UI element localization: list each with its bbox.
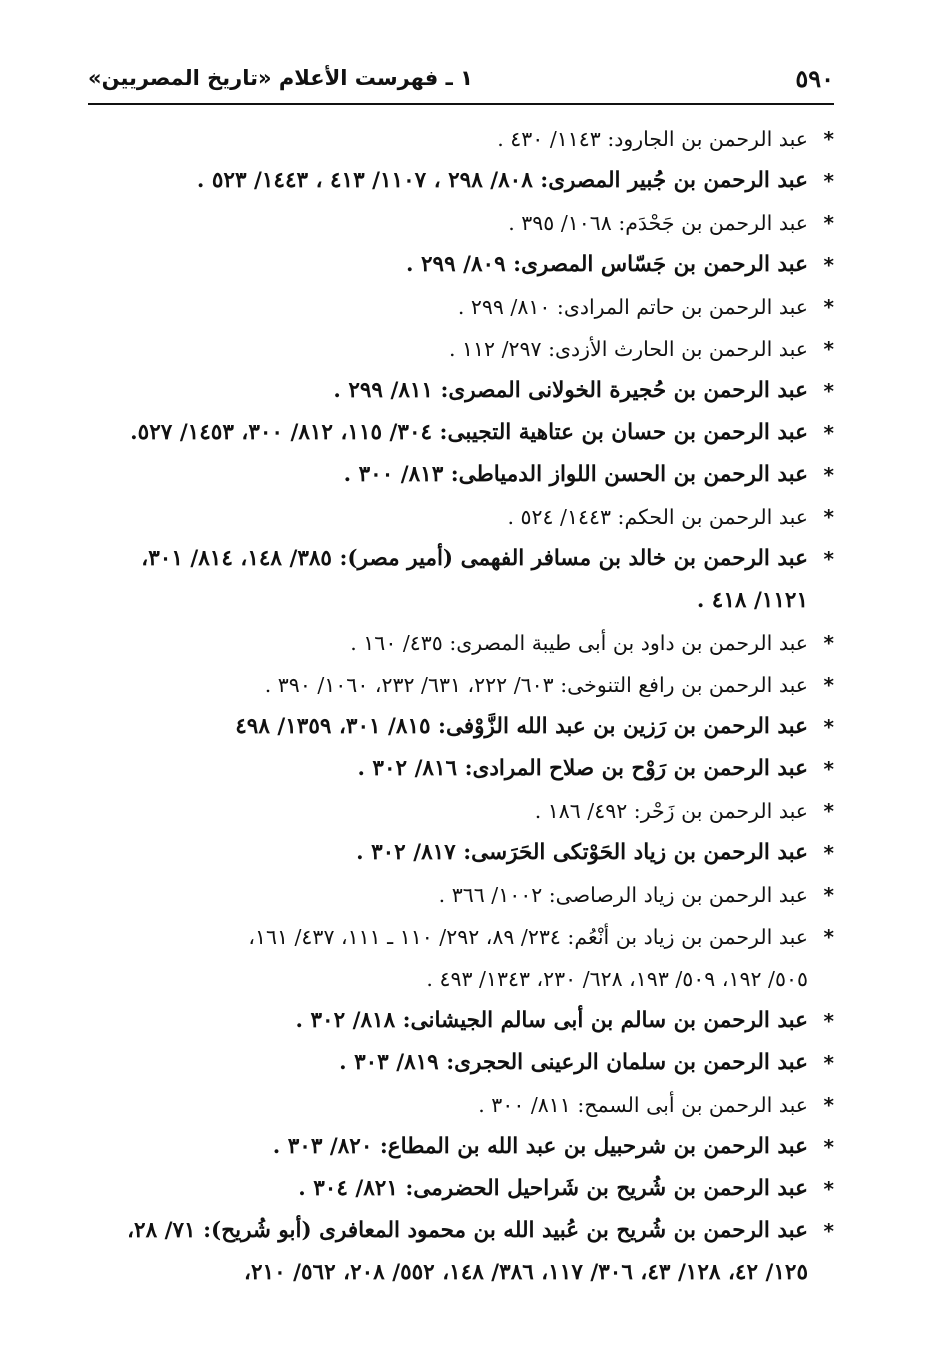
index-entry	[74, 1084, 834, 1126]
asterisk-bullet-icon: *	[823, 799, 834, 823]
index-entry-text: عبد الرحمن بن زياد الحَوْتكى الحَرَسى: ٨١٧/ ٣٠٢ .	[356, 840, 808, 865]
asterisk-bullet-icon: *	[823, 925, 834, 949]
running-title: ١ ـ فهرست الأعلام «تاريخ المصريين»	[88, 66, 473, 90]
index-entry	[74, 454, 834, 496]
index-entry	[74, 1210, 834, 1294]
index-entry	[74, 832, 834, 874]
asterisk-bullet-icon: *	[823, 127, 834, 151]
asterisk-bullet-icon: *	[823, 463, 834, 487]
asterisk-bullet-icon: *	[823, 1135, 834, 1159]
index-entry-text: عبد الرحمن بن حُجيرة الخولانى المصرى: ٨١١/ ٢٩٩ .	[333, 378, 808, 403]
asterisk-bullet-icon: *	[823, 253, 834, 277]
asterisk-bullet-icon: *	[823, 673, 834, 697]
index-entry-line: ١٢٥/ ٤٢، ١٢٨/ ٤٣، ٣٠٦/ ١١٧، ٣٨٦/ ١٤٨، ٥٥٢/ ٢٠٨، ٥٦٢/ ٢١٠،	[244, 1260, 808, 1285]
index-entry	[74, 370, 834, 412]
asterisk-bullet-icon: *	[823, 841, 834, 865]
index-entry	[74, 664, 834, 706]
index-entry	[74, 622, 834, 664]
asterisk-bullet-icon: *	[823, 169, 834, 193]
index-entry	[74, 790, 834, 832]
asterisk-bullet-icon: *	[823, 1093, 834, 1117]
index-entry	[74, 748, 834, 790]
index-entry	[74, 412, 834, 454]
index-entry	[74, 1042, 834, 1084]
page-number: ٥٩٠	[795, 64, 834, 93]
index-entry-text: عبد الرحمن بن حاتم المرادى: ٨١٠/ ٢٩٩ .	[457, 295, 808, 319]
asterisk-bullet-icon: *	[823, 715, 834, 739]
index-entry-text: عبد الرحمن بن الحارث الأزدى: ٢٩٧/ ١١٢ .	[448, 337, 808, 361]
index-entry-text: عبد الرحمن بن زياد الرصاصى: ١٠٠٢/ ٣٦٦ .	[438, 883, 808, 907]
index-entry-text: عبد الرحمن بن حسان بن عتاهية التجيبى: ٣٠٤/ ١١٥، ٨١٢/ ٣٠٠، ١٤٥٣/ ٥٢٧.	[130, 420, 808, 445]
index-entry	[74, 202, 834, 244]
index-entry	[74, 538, 834, 622]
index-entry	[74, 118, 834, 160]
index-entry-text: عبد الرحمن بن سالم بن أبى سالم الجيشانى: ٨١٨/ ٣٠٢ .	[295, 1008, 808, 1033]
index-entry	[74, 160, 834, 202]
index-entry-line: ١١٢١/ ٤١٨ .	[696, 588, 808, 613]
asterisk-bullet-icon: *	[823, 211, 834, 235]
index-entry-text: عبد الرحمن بن جُبير المصرى: ٨٠٨/ ٢٩٨ ، ١١٠٧/ ٤١٣ ، ١٤٤٣/ ٥٢٣ .	[196, 168, 808, 193]
index-entry-text: عبد الرحمن بن سلمان الرعينى الحجرى: ٨١٩/ ٣٠٣ .	[339, 1050, 808, 1075]
index-entry	[74, 496, 834, 538]
index-entry-text: عبد الرحمن بن داود بن أبى طيبة المصرى: ٤٣٥/ ١٦٠ .	[350, 631, 808, 655]
index-entry	[74, 244, 834, 286]
asterisk-bullet-icon: *	[823, 1219, 834, 1243]
index-entry	[74, 1168, 834, 1210]
index-entry-text: عبد الرحمن بن رَزين بن عبد الله الزَّوْفى: ٨١٥/ ٣٠١، ١٣٥٩/ ٤٩٨	[235, 714, 808, 739]
index-entry-text: عبد الرحمن بن شرحبيل بن عبد الله بن المطاع: ٨٢٠/ ٣٠٣ .	[272, 1134, 808, 1159]
index-entry-text: عبد الرحمن بن الجارود: ١١٤٣/ ٤٣٠ .	[497, 127, 808, 151]
index-entry	[74, 706, 834, 748]
index-entry-text: عبد الرحمن بن زَحْر: ٤٩٢/ ١٨٦ .	[534, 799, 808, 823]
index-entry-text: عبد الرحمن بن الحسن اللواز الدمياطى: ٨١٣/ ٣٠٠ .	[343, 462, 808, 487]
index-entry-line: عبد الرحمن بن خالد بن مسافر الفهمى (أمير مصر): ٣٨٥/ ١٤٨، ٨١٤/ ٣٠١،	[141, 546, 808, 571]
index-entry	[74, 874, 834, 916]
index-entry	[74, 1000, 834, 1042]
index-entry	[74, 1126, 834, 1168]
index-entry-line: ٥٠٥/ ١٩٢، ٥٠٩/ ١٩٣، ٦٢٨/ ٢٣٠، ١٣٤٣/ ٤٩٣ .	[426, 967, 808, 991]
page-header	[88, 58, 834, 98]
asterisk-bullet-icon: *	[823, 1051, 834, 1075]
index-entry-line: عبد الرحمن بن زياد بن أنْعُم: ٢٣٤/ ٨٩، ٢٩٢/ ١١٠ ـ ١١١، ٤٣٧/ ١٦١،	[248, 925, 808, 949]
asterisk-bullet-icon: *	[823, 1177, 834, 1201]
header-rule	[88, 103, 834, 105]
index-entries-list	[74, 118, 834, 1294]
asterisk-bullet-icon: *	[823, 1009, 834, 1033]
index-entry-text: عبد الرحمن بن أبى السمح: ٨١١/ ٣٠٠ .	[478, 1093, 808, 1117]
asterisk-bullet-icon: *	[823, 757, 834, 781]
index-entry-text: عبد الرحمن بن شُريح بن شَراحيل الحضرمى: ٨٢١/ ٣٠٤ .	[298, 1176, 808, 1201]
index-entry	[74, 916, 834, 1000]
index-entry	[74, 328, 834, 370]
index-entry-text: عبد الرحمن بن الحكم: ١٤٤٣/ ٥٢٤ .	[507, 505, 808, 529]
asterisk-bullet-icon: *	[823, 547, 834, 571]
index-entry-line: عبد الرحمن بن شُريح بن عُبيد الله بن محمود المعافرى (أبو شُريح): ٧١/ ٢٨،	[127, 1218, 808, 1243]
asterisk-bullet-icon: *	[823, 631, 834, 655]
index-entry-text: عبد الرحمن بن جَسّاس المصرى: ٨٠٩/ ٢٩٩ .	[406, 252, 808, 277]
asterisk-bullet-icon: *	[823, 379, 834, 403]
index-entry-text: عبد الرحمن بن رَوْح بن صلاح المرادى: ٨١٦/ ٣٠٢ .	[357, 756, 808, 781]
asterisk-bullet-icon: *	[823, 883, 834, 907]
asterisk-bullet-icon: *	[823, 337, 834, 361]
asterisk-bullet-icon: *	[823, 295, 834, 319]
asterisk-bullet-icon: *	[823, 505, 834, 529]
index-entry-text: عبد الرحمن بن رافع التنوخى: ٦٠٣/ ٢٢٢، ٦٣١/ ٢٣٢، ١٠٦٠/ ٣٩٠ .	[264, 673, 808, 697]
index-entry-text: عبد الرحمن بن جَحْدَم: ١٠٦٨/ ٣٩٥ .	[508, 211, 808, 235]
asterisk-bullet-icon: *	[823, 421, 834, 445]
index-entry	[74, 286, 834, 328]
